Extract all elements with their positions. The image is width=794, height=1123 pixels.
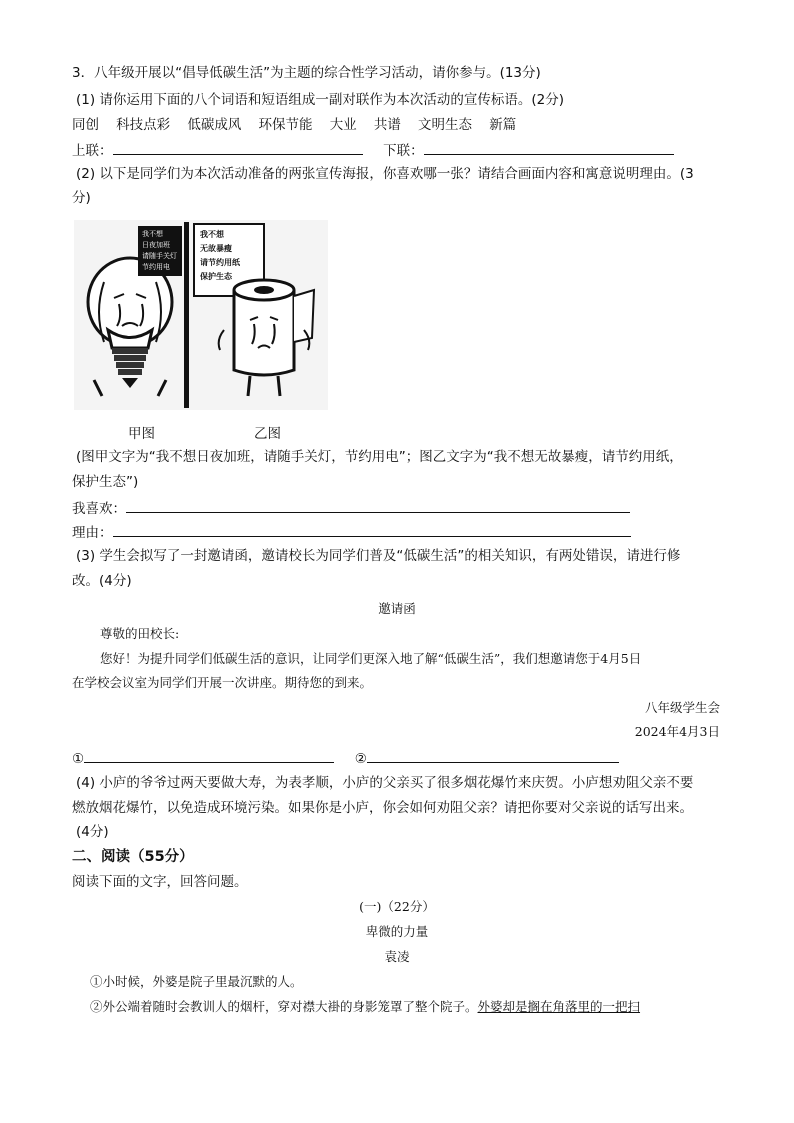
poster-right-text-2: 无故暴瘦 xyxy=(200,244,232,253)
section-2-instruction: 阅读下面的文字，回答问题。 xyxy=(72,874,248,890)
poster-left-text-1: 我不想 xyxy=(142,230,163,238)
q3-part1-prompt: (1) 请你运用下面的八个词语和短语组成一副对联作为本次活动的宣传标语。(2分) xyxy=(76,92,565,108)
poster-note-1: (图甲文字为“我不想日夜加班，请随手关灯，节约用电”；图乙文字为“我不想无故暴瘦，请节约用纸， xyxy=(76,449,683,465)
q3-part4-line-2: 燃放烟花爆竹，以免造成环境污染。如果你是小庐，你会如何劝阻父亲？请把你要对父亲说的话写出来。 xyxy=(72,800,693,816)
correction-1-blank[interactable] xyxy=(84,748,334,763)
word-item: 科技点彩 xyxy=(116,117,171,133)
question-3-title: 3．八年级开展以“倡导低碳生活”为主题的综合性学习活动，请你参与。(13分) xyxy=(72,65,541,81)
lower-couplet-label: 下联： xyxy=(383,143,424,159)
letter-body-1: 您好！为提升同学们低碳生活的意识，让同学们更深入地了解“低碳生活”，我们想邀请您于4月5日 xyxy=(100,651,642,666)
poster-left-text-2: 日夜加班 xyxy=(142,241,170,249)
word-list xyxy=(72,115,516,135)
q3-part2-prompt-1: (2) 以下是同学们为本次活动准备的两张宣传海报，你喜欢哪一张？请结合画面内容和寓意说明理由。(3 xyxy=(76,166,694,182)
correction-1-label: ① xyxy=(72,751,85,767)
poster-illustration xyxy=(74,220,328,410)
article-paragraph-1: ①小时候，外婆是院子里最沉默的人。 xyxy=(90,974,303,989)
reason-answer-blank[interactable] xyxy=(113,522,631,537)
article-author: 袁凌 xyxy=(384,949,410,964)
couplet-row xyxy=(72,140,674,161)
q3-part4-line-3: (4分) xyxy=(76,824,109,840)
like-answer-blank[interactable] xyxy=(126,498,630,513)
letter-body-2: 在学校会议室为同学们开展一次讲座。期待您的到来。 xyxy=(72,675,373,690)
q3-part3-prompt-2: 改。(4分) xyxy=(72,573,132,589)
reading-part-label: (一)（22分） xyxy=(359,899,435,914)
poster-right-text-4: 保护生态 xyxy=(200,272,232,281)
letter-salutation: 尊敬的田校长: xyxy=(100,626,180,641)
correction-2-label: ② xyxy=(354,751,367,767)
correction-2-blank[interactable] xyxy=(367,748,619,763)
paragraph-2-underlined: 外婆却是搁在角落里的一把扫 xyxy=(477,999,641,1014)
article-paragraph-2 xyxy=(90,997,640,1017)
lower-couplet-blank[interactable] xyxy=(424,140,674,155)
paragraph-2-plain: ②外公端着随时会教训人的烟杆，穿对襟大褂的身影笼罩了整个院子。 xyxy=(90,999,478,1014)
word-item: 新篇 xyxy=(489,117,517,133)
q3-part3-prompt-1: (3) 学生会拟写了一封邀请函，邀请校长为同学们普及“低碳生活”的相关知识，有两处错误，请进行修 xyxy=(76,548,681,564)
article-title: 卑微的力量 xyxy=(365,924,429,939)
word-item: 同创 xyxy=(72,117,99,133)
poster-note-2: 保护生态”) xyxy=(72,474,139,490)
reason-label: 理由： xyxy=(72,525,113,541)
word-item: 共谱 xyxy=(373,117,401,133)
correction-row xyxy=(72,748,619,769)
like-label: 我喜欢： xyxy=(72,501,126,517)
caption-left: 甲图 xyxy=(128,426,155,442)
poster-left-text-3: 请随手关灯 xyxy=(142,252,177,260)
poster-images xyxy=(74,220,328,410)
letter-signature: 八年级学生会 xyxy=(644,700,720,715)
word-item: 低碳成风 xyxy=(187,117,242,133)
q3-part4-line-1: (4) 小庐的爷爷过两天要做大寿，为表孝顺，小庐的父亲买了很多烟花爆竹来庆贺。小庐想劝阻父亲不要 xyxy=(76,775,694,791)
word-item: 环保节能 xyxy=(258,117,313,133)
q3-part2-prompt-2: 分) xyxy=(72,190,91,206)
caption-right: 乙图 xyxy=(254,426,281,442)
poster-right-text-1: 我不想 xyxy=(200,230,224,239)
word-item: 大业 xyxy=(329,117,357,133)
word-item: 文明生态 xyxy=(418,117,473,133)
reason-row xyxy=(72,522,631,543)
poster-right-text-3: 请节约用纸 xyxy=(200,258,240,267)
poster-left-text-4: 节约用电 xyxy=(142,263,170,271)
upper-couplet-blank[interactable] xyxy=(113,140,363,155)
like-row xyxy=(72,498,630,519)
upper-couplet-label: 上联： xyxy=(72,143,113,159)
letter-date: 2024年4月3日 xyxy=(634,724,720,739)
letter-title: 邀请函 xyxy=(378,601,416,616)
section-2-title: 二、阅读（55分） xyxy=(72,849,194,865)
